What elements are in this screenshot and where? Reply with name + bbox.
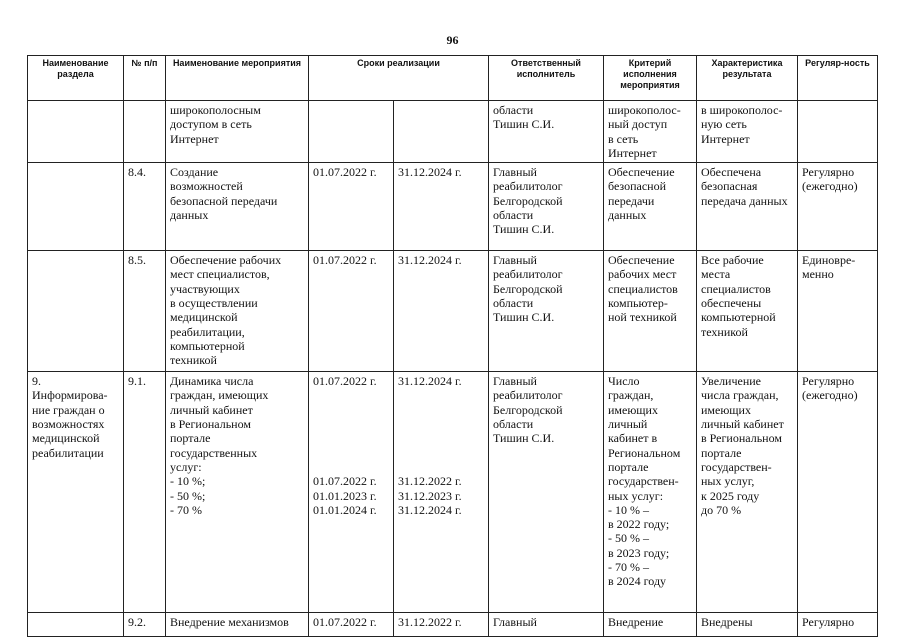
cell-result: Увеличение числа граждан, имеющих личный кабинет в Региональном портале государствен- ных услуг, к 2025 году до 70 % bbox=[697, 372, 798, 613]
header-section: Наименование раздела bbox=[28, 56, 124, 101]
cell-start: 01.07.2022 г. bbox=[309, 613, 394, 637]
header-responsible: Ответственный исполнитель bbox=[489, 56, 604, 101]
cell-result: Обеспечена безопасная передача данных bbox=[697, 163, 798, 251]
cell-criterion: Обеспечение рабочих мест специалистов компьютер- ной техникой bbox=[604, 251, 697, 372]
cell-start: 01.07.2022 г. bbox=[309, 251, 394, 372]
cell-criterion: Обеспечение безопасной передачи данных bbox=[604, 163, 697, 251]
cell-regularity: Регулярно (ежегодно) bbox=[798, 163, 878, 251]
header-criterion: Критерий исполнения мероприятия bbox=[604, 56, 697, 101]
cell-responsible: Главный реабилитолог Белгородской области Тишин С.И. bbox=[489, 163, 604, 251]
table-row bbox=[28, 613, 878, 637]
cell-responsible: области Тишин С.И. bbox=[489, 101, 604, 163]
cell-result: Все рабочие места специалистов обеспечены компьютерной техникой bbox=[697, 251, 798, 372]
cell-regularity: Регулярно (ежегодно) bbox=[798, 372, 878, 613]
cell-regularity bbox=[798, 101, 878, 163]
table-row bbox=[28, 163, 878, 251]
cell-end: 31.12.2024 г. bbox=[394, 251, 489, 372]
cell-event: Внедрение механизмов bbox=[166, 613, 309, 637]
cell-num bbox=[124, 101, 166, 163]
cell-num: 9.2. bbox=[124, 613, 166, 637]
header-event: Наименование мероприятия bbox=[166, 56, 309, 101]
cell-responsible: Главный реабилитолог Белгородской области Тишин С.И. bbox=[489, 251, 604, 372]
table-header-row bbox=[28, 56, 878, 101]
cell-event: Обеспечение рабочих мест специалистов, участвующих в осуществлении медицинской реабилитации, компьютерной техникой bbox=[166, 251, 309, 372]
cell-start bbox=[309, 101, 394, 163]
cell-event: Динамика числа граждан, имеющих личный кабинет в Региональном портале государственных услуг: - 10 %; - 50 %; - 70 % bbox=[166, 372, 309, 613]
cell-end: 31.12.2024 г. bbox=[394, 163, 489, 251]
cell-num: 8.5. bbox=[124, 251, 166, 372]
cell-section: 9. Информирова- ние граждан о возможностях медицинской реабилитации bbox=[28, 372, 124, 613]
header-regularity: Регуляр-ность bbox=[798, 56, 878, 101]
cell-regularity: Единовре- менно bbox=[798, 251, 878, 372]
header-result: Характеристика результата bbox=[697, 56, 798, 101]
table-row bbox=[28, 251, 878, 372]
cell-end bbox=[394, 101, 489, 163]
cell-num: 9.1. bbox=[124, 372, 166, 613]
cell-result: в широкополос- ную сеть Интернет bbox=[697, 101, 798, 163]
cell-regularity: Регулярно bbox=[798, 613, 878, 637]
header-num: № п/п bbox=[124, 56, 166, 101]
cell-num: 8.4. bbox=[124, 163, 166, 251]
cell-event: широкополосным доступом в сеть Интернет bbox=[166, 101, 309, 163]
cell-start: 01.07.2022 г. bbox=[309, 163, 394, 251]
cell-responsible: Главный bbox=[489, 613, 604, 637]
cell-end: 31.12.2022 г. bbox=[394, 613, 489, 637]
cell-section bbox=[28, 101, 124, 163]
table-row bbox=[28, 101, 878, 163]
cell-criterion: Внедрение bbox=[604, 613, 697, 637]
table-row bbox=[28, 372, 878, 613]
cell-result: Внедрены bbox=[697, 613, 798, 637]
cell-section bbox=[28, 251, 124, 372]
program-table bbox=[27, 55, 878, 637]
cell-section bbox=[28, 613, 124, 637]
header-timeline: Сроки реализации bbox=[309, 56, 489, 101]
cell-criterion: широкополос- ный доступ в сеть Интернет bbox=[604, 101, 697, 163]
cell-criterion: Число граждан, имеющих личный кабинет в Региональном портале государствен- ных услуг: - 10 % – в 2022 году; - 50 % – в 2023 году; - 70 % – в 2024 году bbox=[604, 372, 697, 613]
cell-end: 31.12.2024 г. 31.12.2022 г. 31.12.2023 г. 31.12.2024 г. bbox=[394, 372, 489, 613]
cell-responsible: Главный реабилитолог Белгородской области Тишин С.И. bbox=[489, 372, 604, 613]
cell-event: Создание возможностей безопасной передачи данных bbox=[166, 163, 309, 251]
cell-section bbox=[28, 163, 124, 251]
cell-start: 01.07.2022 г. 01.07.2022 г. 01.01.2023 г. 01.01.2024 г. bbox=[309, 372, 394, 613]
page-number: 96 bbox=[446, 33, 459, 47]
